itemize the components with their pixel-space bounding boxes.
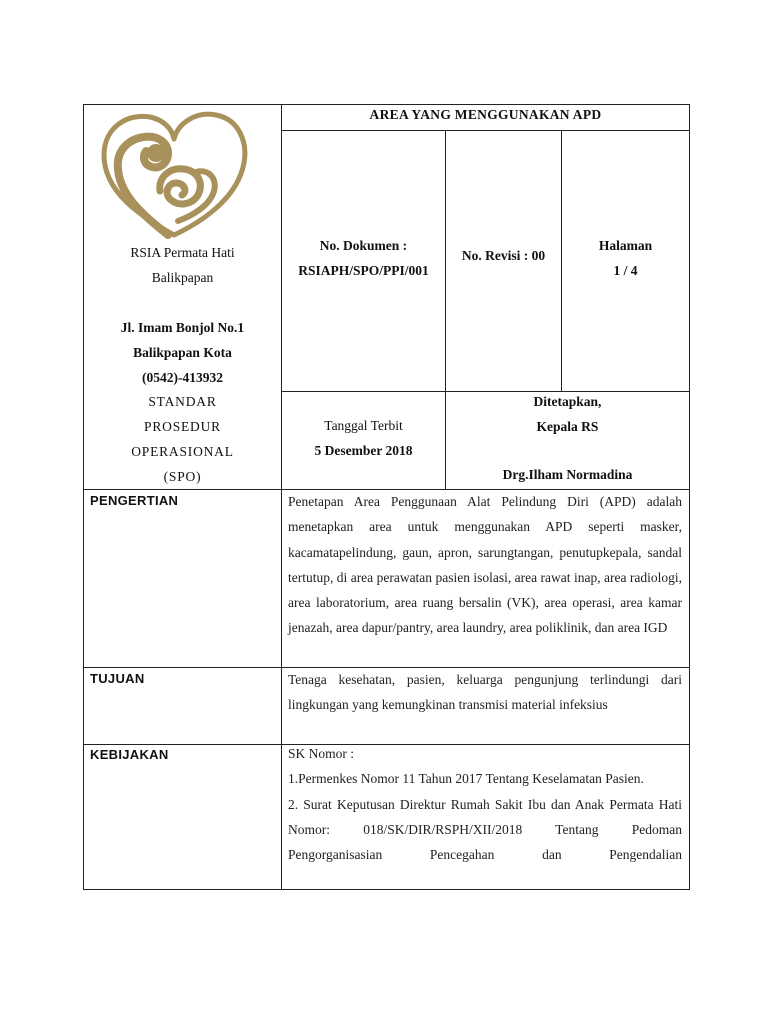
title-divider: [281, 130, 690, 131]
pengertian-paragraph: Penetapan Area Penggunaan Alat Pelindung Diri (APD) adalah menetapkan area untuk menggunakan APD seperti masker, kacamatapelindung, gaun, apron, sarungtangan, penutupkepala, sandal tertutup, di area perawatan pasien isolasi, area rawat inap, area radiologi, area laboratorium, area ruang bersalin (VK), area operasi, area kamar jenazah, area dapur/pantry, area laundry, area poliklinik, dan area IGD: [288, 494, 682, 636]
pengertian-text: [288, 489, 682, 641]
phone-number: (0542)-413932: [142, 370, 223, 385]
spo-line4: (SPO): [163, 469, 202, 484]
tujuan-text: [288, 667, 682, 718]
address-line1: Jl. Imam Bonjol No.1: [120, 320, 245, 335]
kebijakan-label: KEBIJAKAN: [90, 747, 169, 762]
document-number-label: No. Dokumen :: [319, 238, 408, 253]
table-border-right: [689, 104, 690, 890]
approver-name: Drg.Ilham Normadina: [502, 467, 633, 482]
spo-line2: PROSEDUR: [144, 419, 221, 434]
spo-line1: STANDAR: [148, 394, 217, 409]
document-number: RSIAPH/SPO/PPI/001: [298, 263, 429, 278]
issue-date-block: [282, 413, 445, 463]
kebijakan-item-2: 2. Surat Keputusan Direktur Rumah Sakit Ibu dan Anak Permata Hati Nomor: 018/SK/DIR/RSPH/XII/2018 Tentang Pedoman Pengorganisasian Pencegahan dan Pengendalian: [288, 796, 682, 863]
address-line2: Balikpapan Kota: [133, 345, 232, 360]
page-number: 1 / 4: [613, 263, 638, 278]
kebijakan-intro: SK Nomor :: [288, 746, 355, 761]
page-label: Halaman: [598, 238, 653, 253]
hospital-name: RSIA Permata Hati: [130, 245, 235, 260]
hospital-info: [84, 240, 281, 390]
approval-block: [446, 389, 689, 487]
approval-role: Kepala RS: [536, 419, 599, 434]
issue-date: 5 Desember 2018: [314, 443, 413, 458]
kebijakan-item-1: 1.Permenkes Nomor 11 Tahun 2017 Tentang Keselamatan Pasien.: [288, 771, 644, 787]
spo-line3: OPERASIONAL: [131, 444, 234, 459]
heart-mother-child-logo-icon: [98, 107, 250, 239]
tujuan-paragraph: Tenaga kesehatan, pasien, keluarga pengunjung terlindungi dari lingkungan yang kemungkinan transmisi material infeksius: [288, 672, 682, 713]
column-divider: [281, 104, 282, 890]
document-title: AREA YANG MENGGUNAKAN APD: [369, 107, 602, 122]
approval-label: Ditetapkan,: [533, 394, 602, 409]
document-number-block: [282, 233, 445, 283]
pengertian-label: PENGERTIAN: [90, 493, 179, 508]
hospital-city: Balikpapan: [151, 270, 214, 285]
revision-number: No. Revisi : 00: [461, 248, 546, 263]
tujuan-label: TUJUAN: [90, 671, 145, 686]
table-border-left: [83, 104, 84, 890]
spo-block: [84, 389, 281, 489]
issue-date-label: Tanggal Terbit: [324, 418, 403, 433]
page-block: [562, 233, 689, 283]
page-bottom-margin: [284, 890, 688, 1024]
kebijakan-text: [288, 741, 682, 867]
